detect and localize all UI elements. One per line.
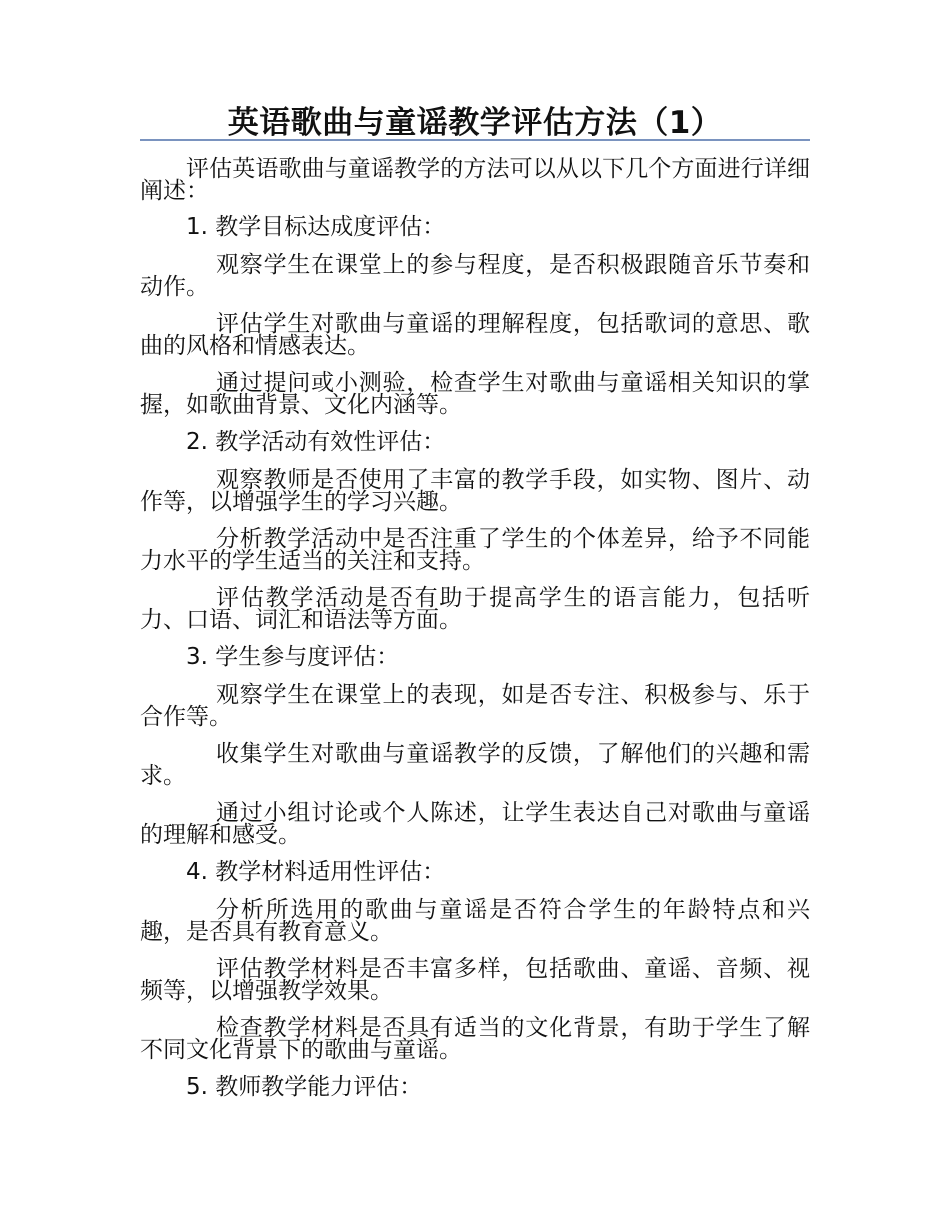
section-item: 分析教学活动中是否注重了学生的个体差异，给予不同能力水平的学生适当的关注和支持。 xyxy=(140,526,810,574)
section-item: 检查教学材料是否具有适当的文化背景，有助于学生了解不同文化背景下的歌曲与童谣。 xyxy=(140,1015,810,1063)
section-item: 通过小组讨论或个人陈述，让学生表达自己对歌曲与童谣的理解和感受。 xyxy=(140,800,810,848)
section-item: 观察学生在课堂上的参与程度，是否积极跟随音乐节奏和动作。 xyxy=(140,252,810,300)
title-underline xyxy=(140,139,810,141)
intro-paragraph: 评估英语歌曲与童谣教学的方法可以从以下几个方面进行详细阐述： xyxy=(140,156,810,204)
section-heading: 4. 教学材料适用性评估： xyxy=(186,859,446,885)
section-heading: 3. 学生参与度评估： xyxy=(186,644,400,670)
section-item: 观察教师是否使用了丰富的教学手段，如实物、图片、动作等，以增强学生的学习兴趣。 xyxy=(140,467,810,515)
section-item: 通过提问或小测验，检查学生对歌曲与童谣相关知识的掌握，如歌曲背景、文化内涵等。 xyxy=(140,370,810,418)
section-heading: 1. 教学目标达成度评估： xyxy=(186,214,446,240)
section-item: 收集学生对歌曲与童谣教学的反馈，了解他们的兴趣和需求。 xyxy=(140,741,810,789)
page-title: 英语歌曲与童谣教学评估方法（1） xyxy=(227,105,723,141)
section-item: 评估教学材料是否丰富多样，包括歌曲、童谣、音频、视频等，以增强教学效果。 xyxy=(140,956,810,1004)
section-item: 分析所选用的歌曲与童谣是否符合学生的年龄特点和兴趣，是否具有教育意义。 xyxy=(140,897,810,945)
section-item: 评估教学活动是否有助于提高学生的语言能力，包括听力、口语、词汇和语法等方面。 xyxy=(140,585,810,633)
section-heading: 2. 教学活动有效性评估： xyxy=(186,429,446,455)
section-heading: 5. 教师教学能力评估： xyxy=(186,1074,423,1100)
document-body xyxy=(140,158,810,1114)
section-item: 评估学生对歌曲与童谣的理解程度，包括歌词的意思、歌曲的风格和情感表达。 xyxy=(140,311,810,359)
section-item: 观察学生在课堂上的表现，如是否专注、积极参与、乐于合作等。 xyxy=(140,682,810,730)
